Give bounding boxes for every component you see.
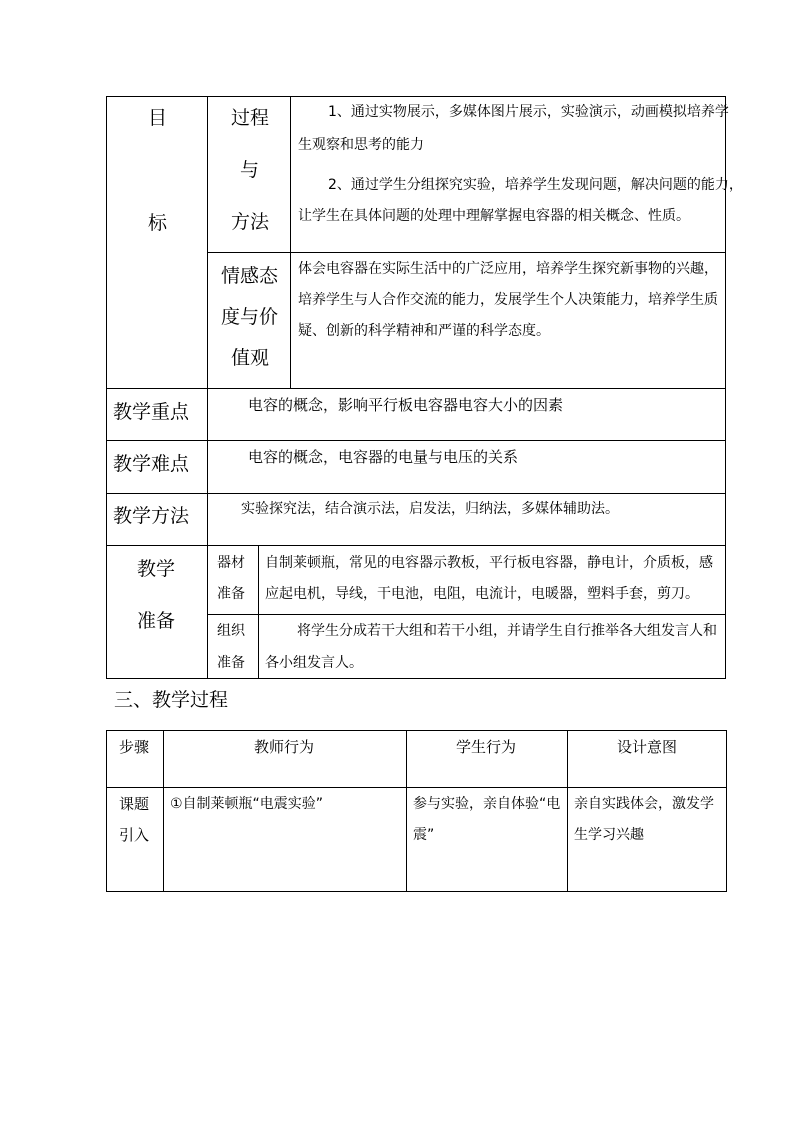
section-heading: 三、教学过程: [114, 689, 229, 711]
table-border: [207, 614, 726, 615]
emotion-label: 情感态: [221, 265, 279, 287]
table-border: [106, 730, 727, 731]
process-text: 1、通过实物展示，多媒体图片展示，实验演示，动画模拟培养学: [328, 104, 729, 120]
key-point-label: 教学重点: [113, 401, 190, 423]
intent-cell: 亲自实践体会，激发学: [574, 796, 714, 812]
method-label: 教学方法: [113, 505, 190, 527]
student-cell: 参与实验，亲自体验“电: [413, 796, 561, 812]
equipment-text: 自制莱顿瓶，常见的电容器示教板，平行板电容器，静电计，介质板，感: [265, 555, 713, 571]
table-border: [106, 493, 726, 494]
goal-label: 目: [148, 107, 168, 129]
step-cell: 课题: [119, 795, 150, 813]
table-header: 设计意图: [617, 738, 678, 756]
intent-cell: 生学习兴趣: [574, 827, 644, 843]
table-border: [163, 730, 164, 892]
table-border: [106, 388, 726, 389]
key-point-text: 电容的概念，影响平行板电容器电容大小的因素: [248, 396, 564, 414]
difficulty-text: 电容的概念，电容器的电量与电压的关系: [248, 448, 519, 466]
equipment-label: 准备: [217, 586, 245, 602]
difficulty-label: 教学难点: [113, 453, 190, 475]
emotion-label: 值观: [231, 347, 270, 369]
process-label: 方法: [231, 211, 270, 233]
organize-label: 组织: [217, 623, 245, 639]
table-header: 步骤: [119, 738, 150, 756]
prep-label: 教学: [137, 558, 176, 580]
table-border: [106, 678, 726, 679]
organize-text: 各小组发言人。: [265, 655, 363, 671]
student-cell: 震”: [413, 827, 435, 843]
teacher-cell: ①自制莱顿瓶“电震实验”: [170, 796, 324, 812]
equipment-label: 器材: [217, 555, 245, 571]
table-border: [106, 96, 726, 97]
table-border: [406, 730, 407, 892]
emotion-text: 疑、创新的科学精神和严谨的科学态度。: [298, 323, 550, 339]
table-header: 学生行为: [456, 738, 517, 756]
table-border: [207, 96, 208, 679]
emotion-text: 培养学生与人合作交流的能力，发展学生个人决策能力，培养学生质: [298, 292, 718, 308]
organize-label: 准备: [217, 655, 245, 671]
table-border: [106, 545, 726, 546]
emotion-label: 度与价: [221, 306, 279, 328]
table-border: [290, 96, 291, 388]
table-border: [207, 252, 726, 253]
equipment-text: 应起电机，导线，干电池，电阻，电流计，电暖器，塑料手套，剪刀。: [265, 586, 699, 602]
method-text: 实验探究法，结合演示法，启发法，归纳法，多媒体辅助法。: [241, 501, 619, 517]
table-border: [258, 545, 259, 678]
table-border: [106, 730, 107, 892]
process-label: 过程: [231, 107, 270, 129]
table-header: 教师行为: [254, 738, 315, 756]
table-border: [726, 730, 727, 892]
process-text: 生观察和思考的能力: [298, 137, 424, 153]
emotion-text: 体会电容器在实际生活中的广泛应用，培养学生探究新事物的兴趣，: [298, 261, 718, 277]
table-border: [106, 96, 107, 679]
table-border: [106, 440, 726, 441]
table-border: [106, 891, 727, 892]
table-border: [567, 730, 568, 892]
process-text: 让学生在具体问题的处理中理解掌握电容器的相关概念、性质。: [298, 208, 690, 224]
table-border: [106, 787, 727, 788]
process-label: 与: [240, 159, 260, 181]
step-cell: 引入: [119, 826, 150, 844]
prep-label: 准备: [137, 610, 176, 632]
organize-text: 将学生分成若干大组和若干小组，并请学生自行推举各大组发言人和: [297, 623, 717, 639]
process-text: 2、通过学生分组探究实验，培养学生发现问题，解决问题的能力，: [328, 177, 743, 193]
goal-label: 标: [148, 212, 168, 234]
